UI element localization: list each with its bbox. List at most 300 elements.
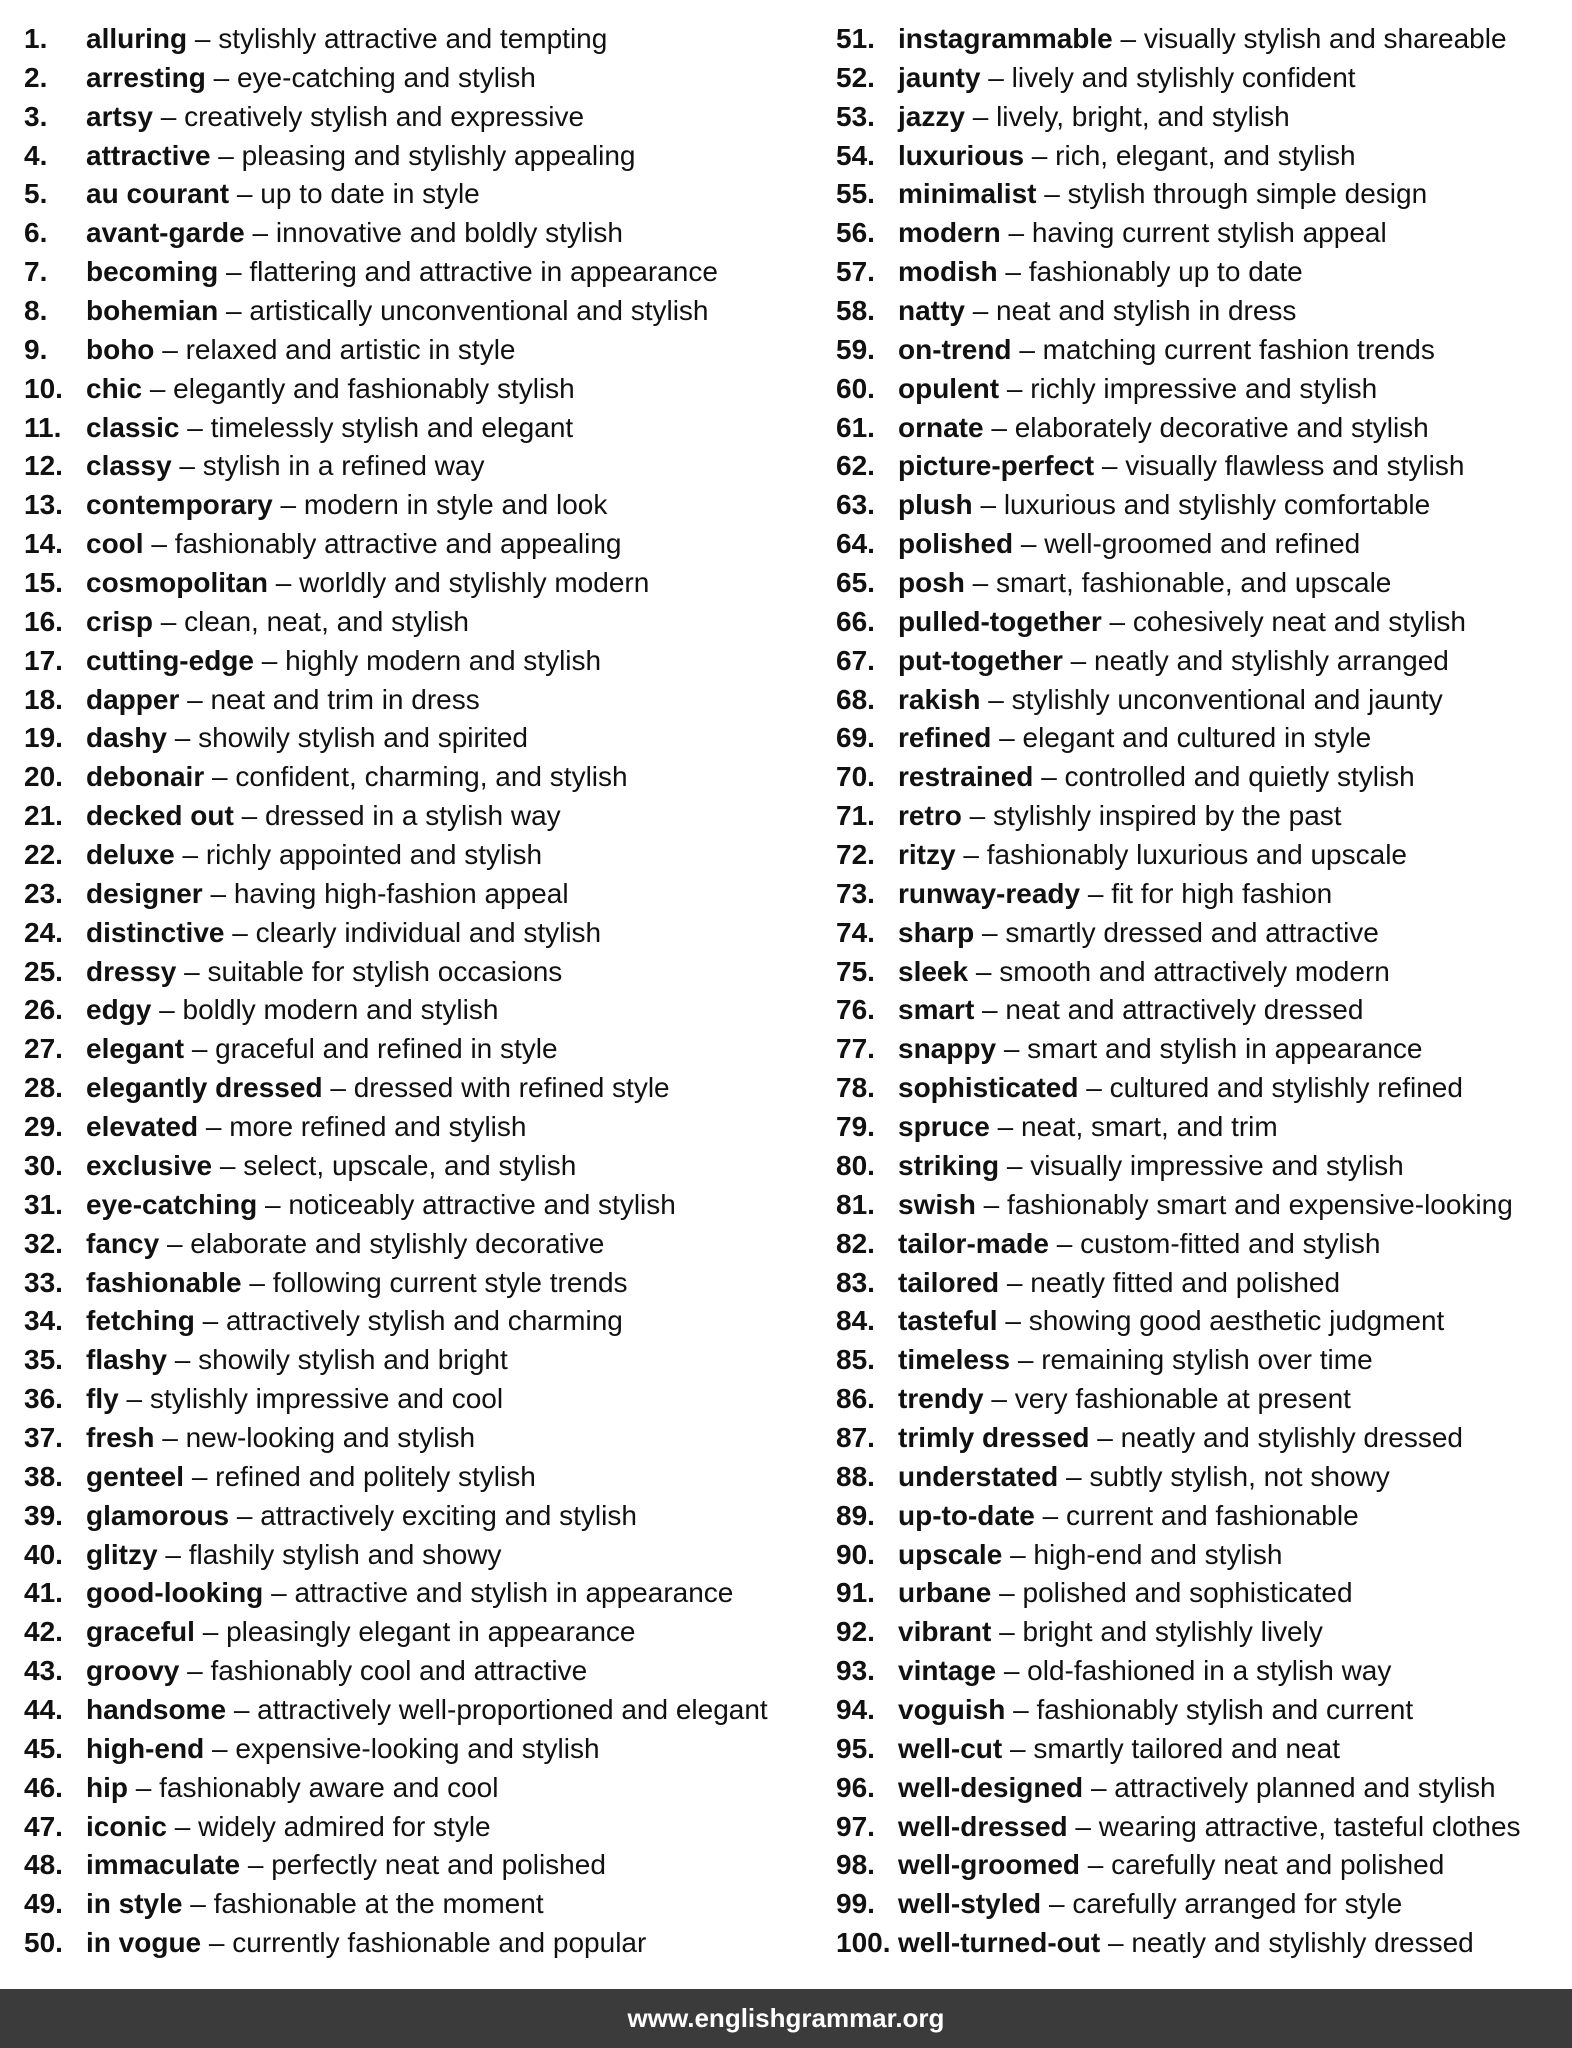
list-item	[24, 1769, 824, 1808]
item-word: jazzy	[898, 100, 965, 132]
item-word: fashionable	[86, 1266, 242, 1298]
list-item	[24, 137, 824, 176]
item-definition: artistically unconventional and stylish	[249, 295, 709, 327]
item-definition: polished and sophisticated	[1022, 1577, 1353, 1609]
item-definition: attractively planned and stylish	[1114, 1771, 1496, 1803]
item-word: pulled-together	[898, 605, 1102, 637]
list-item	[836, 1264, 1566, 1303]
item-number: 46.	[24, 1771, 63, 1803]
item-separator: –	[236, 1499, 253, 1531]
item-separator: –	[210, 877, 227, 909]
item-number: 13.	[24, 489, 63, 521]
item-separator: –	[194, 23, 211, 54]
list-item	[836, 20, 1566, 59]
item-word: genteel	[86, 1460, 185, 1492]
item-number: 50.	[24, 1927, 63, 1959]
list-item	[836, 875, 1566, 914]
item-definition: lively and stylishly confident	[1011, 61, 1356, 93]
list-item	[836, 1808, 1566, 1847]
item-definition: attractively well-proportioned and elegant	[257, 1693, 768, 1725]
item-separator: –	[1087, 1849, 1104, 1881]
footer-bar	[0, 1989, 1572, 2048]
list-item	[836, 175, 1566, 214]
item-definition: boldly modern and stylish	[182, 994, 499, 1026]
item-number: 15.	[24, 567, 63, 599]
item-word: edgy	[86, 994, 152, 1026]
item-separator: –	[1006, 1266, 1023, 1298]
item-word: smart	[898, 994, 975, 1026]
item-word: dapper	[86, 683, 180, 715]
item-definition: cultured and stylishly refined	[1109, 1072, 1463, 1104]
item-number: 71.	[836, 800, 875, 832]
item-number: 35.	[24, 1344, 63, 1376]
list-item	[24, 1225, 824, 1264]
item-word: urbane	[898, 1577, 992, 1609]
list-item	[24, 486, 824, 525]
item-word: well-cut	[898, 1732, 1003, 1764]
footer-url[interactable]: www.englishgrammar.org	[627, 2003, 945, 2033]
list-item	[836, 1769, 1566, 1808]
item-number: 52.	[836, 61, 875, 93]
list-item	[836, 1924, 1566, 1963]
item-separator: –	[174, 1810, 191, 1842]
item-separator: –	[179, 450, 195, 482]
item-separator: –	[1005, 1305, 1021, 1337]
list-item	[836, 642, 1566, 681]
item-definition: visually stylish and shareable	[1143, 23, 1507, 54]
item-word: rakish	[898, 683, 981, 715]
list-item	[836, 331, 1566, 370]
item-separator: –	[151, 528, 167, 560]
item-word: vibrant	[898, 1616, 992, 1648]
item-number: 32.	[24, 1227, 63, 1259]
item-definition: neatly and stylishly dressed	[1131, 1927, 1474, 1959]
item-separator: –	[983, 1188, 1000, 1220]
item-word: classy	[86, 450, 172, 482]
item-word: understated	[898, 1460, 1059, 1492]
item-word: eye-catching	[86, 1188, 258, 1220]
item-separator: –	[213, 61, 230, 93]
item-separator: –	[202, 1616, 219, 1648]
item-number: 72.	[836, 839, 875, 871]
item-definition: lively, bright, and stylish	[996, 100, 1290, 132]
item-separator: –	[218, 139, 234, 171]
list-item	[836, 953, 1566, 992]
item-word: retro	[898, 800, 962, 832]
item-definition: neatly fitted and polished	[1030, 1266, 1341, 1298]
list-item	[836, 214, 1566, 253]
list-item	[836, 1691, 1566, 1730]
list-item	[24, 1341, 824, 1380]
item-definition: remaining stylish over time	[1041, 1344, 1373, 1376]
list-item	[24, 991, 824, 1030]
item-definition: highly modern and stylish	[285, 644, 602, 676]
item-word: debonair	[86, 761, 205, 793]
item-word: handsome	[86, 1693, 227, 1725]
item-definition: attractively stylish and charming	[226, 1305, 623, 1337]
item-word: spruce	[898, 1111, 990, 1143]
item-definition: smartly dressed and attractive	[1005, 916, 1379, 948]
item-definition: elaborate and stylishly decorative	[190, 1227, 605, 1259]
item-number: 82.	[836, 1227, 875, 1259]
item-separator: –	[988, 61, 1004, 93]
item-separator: –	[1048, 1888, 1065, 1920]
item-separator: –	[212, 761, 228, 793]
item-word: becoming	[86, 256, 219, 288]
item-separator: –	[191, 1460, 208, 1492]
item-separator: –	[184, 955, 200, 987]
list-item	[836, 1458, 1566, 1497]
list-item	[24, 292, 824, 331]
item-word: attractive	[86, 139, 211, 171]
item-number: 60.	[836, 372, 875, 404]
item-separator: –	[982, 994, 998, 1026]
item-separator: –	[174, 1344, 191, 1376]
item-separator: –	[160, 605, 177, 637]
item-definition: relaxed and artistic in style	[185, 333, 516, 365]
item-number: 30.	[24, 1149, 63, 1181]
list-item	[24, 1069, 824, 1108]
item-number: 14.	[24, 528, 63, 560]
item-separator: –	[1031, 139, 1048, 171]
item-number: 92.	[836, 1616, 875, 1648]
item-word: cool	[86, 528, 144, 560]
item-word: well-styled	[898, 1888, 1042, 1920]
item-definition: pleasing and stylishly appealing	[241, 139, 636, 171]
item-number: 75.	[836, 955, 875, 987]
list-item	[24, 331, 824, 370]
item-word: on-trend	[898, 333, 1012, 365]
item-separator: –	[205, 1111, 222, 1143]
item-word: timeless	[898, 1344, 1011, 1376]
item-definition: dressed with refined style	[353, 1072, 670, 1104]
item-definition: smart, fashionable, and upscale	[996, 567, 1392, 599]
list-item	[24, 1030, 824, 1069]
item-number: 17.	[24, 644, 63, 676]
item-number: 56.	[836, 217, 875, 249]
list-item	[836, 370, 1566, 409]
item-separator: –	[1010, 1732, 1026, 1764]
list-item	[836, 59, 1566, 98]
item-word: fly	[86, 1383, 119, 1415]
list-item	[24, 1147, 824, 1186]
item-separator: –	[1003, 1655, 1020, 1687]
item-number: 38.	[24, 1460, 63, 1492]
item-word: elegantly dressed	[86, 1072, 323, 1104]
item-separator: –	[1019, 333, 1035, 365]
list-item	[24, 59, 824, 98]
list-item	[24, 1885, 824, 1924]
item-word: ritzy	[898, 839, 956, 871]
item-definition: fashionably smart and expensive-looking	[1006, 1188, 1513, 1220]
item-definition: controlled and quietly stylish	[1064, 761, 1415, 793]
list-item	[24, 253, 824, 292]
word-list-left-column	[24, 20, 824, 1963]
item-separator: –	[999, 1616, 1015, 1648]
item-word: fancy	[86, 1227, 160, 1259]
item-definition: stylishly inspired by the past	[992, 800, 1342, 832]
list-item	[836, 1846, 1566, 1885]
list-item	[24, 20, 824, 59]
item-number: 77.	[836, 1033, 875, 1065]
item-definition: dressed in a stylish way	[264, 800, 561, 832]
item-definition: well-groomed and refined	[1044, 528, 1361, 560]
item-number: 61.	[836, 411, 875, 443]
item-number: 84.	[836, 1305, 875, 1337]
item-word: picture-perfect	[898, 450, 1095, 482]
item-definition: bright and stylishly lively	[1022, 1616, 1323, 1648]
item-number: 89.	[836, 1499, 875, 1531]
item-definition: creatively stylish and expressive	[184, 100, 585, 132]
item-separator: –	[174, 722, 191, 754]
item-number: 12.	[24, 450, 63, 482]
item-word: fresh	[86, 1421, 155, 1453]
list-item	[836, 681, 1566, 720]
item-word: distinctive	[86, 916, 225, 948]
item-separator: –	[1109, 605, 1126, 637]
item-number: 63.	[836, 489, 875, 521]
item-word: flashy	[86, 1344, 167, 1376]
item-number: 5.	[24, 178, 48, 210]
item-word: avant-garde	[86, 217, 245, 249]
item-separator: –	[280, 489, 297, 521]
item-definition: refined and politely stylish	[215, 1460, 536, 1492]
item-number: 80.	[836, 1149, 875, 1181]
item-definition: smartly tailored and neat	[1033, 1732, 1340, 1764]
item-word: alluring	[86, 23, 188, 54]
item-definition: worldly and stylishly modern	[299, 567, 650, 599]
item-word: well-designed	[898, 1771, 1084, 1803]
item-separator: –	[972, 295, 989, 327]
item-word: cutting-edge	[86, 644, 254, 676]
item-definition: cohesively neat and stylish	[1132, 605, 1466, 637]
item-definition: fashionably cool and attractive	[210, 1655, 588, 1687]
list-item	[24, 1652, 824, 1691]
item-number: 47.	[24, 1810, 63, 1842]
list-item	[24, 1419, 824, 1458]
item-definition: eye-catching and stylish	[236, 61, 536, 93]
item-separator: –	[1056, 1227, 1073, 1259]
item-number: 10.	[24, 372, 63, 404]
item-definition: noticeably attractive and stylish	[288, 1188, 676, 1220]
item-word: crisp	[86, 605, 153, 637]
item-separator: –	[1120, 23, 1137, 54]
item-number: 9.	[24, 333, 48, 365]
list-item	[836, 1108, 1566, 1147]
list-item	[24, 914, 824, 953]
item-separator: –	[1042, 1499, 1059, 1531]
list-item	[836, 1380, 1566, 1419]
item-separator: –	[211, 1732, 228, 1764]
item-word: put-together	[898, 644, 1063, 676]
list-item	[24, 370, 824, 409]
item-number: 74.	[836, 916, 875, 948]
item-number: 58.	[836, 295, 875, 327]
item-definition: wearing attractive, tasteful clothes	[1098, 1810, 1521, 1842]
item-separator: –	[162, 333, 178, 365]
item-separator: –	[191, 1033, 208, 1065]
item-definition: carefully arranged for style	[1072, 1888, 1403, 1920]
item-word: decked out	[86, 800, 234, 832]
item-separator: –	[247, 1849, 264, 1881]
item-definition: visually flawless and stylish	[1125, 450, 1465, 482]
item-word: swish	[898, 1188, 976, 1220]
item-separator: –	[1013, 1693, 1029, 1725]
item-number: 34.	[24, 1305, 63, 1337]
list-item	[836, 1419, 1566, 1458]
item-definition: currently fashionable and popular	[232, 1927, 647, 1959]
item-definition: graceful and refined in style	[215, 1033, 558, 1065]
item-word: boho	[86, 333, 155, 365]
item-number: 87.	[836, 1421, 875, 1453]
item-word: chic	[86, 372, 143, 404]
list-item	[24, 758, 824, 797]
item-definition: fashionably up to date	[1028, 256, 1303, 288]
item-number: 48.	[24, 1849, 63, 1881]
item-number: 45.	[24, 1732, 63, 1764]
list-item	[24, 1497, 824, 1536]
item-number: 23.	[24, 877, 63, 909]
item-word: dressy	[86, 955, 177, 987]
item-separator: –	[160, 100, 177, 132]
item-number: 54.	[836, 139, 875, 171]
item-definition: stylish in a refined way	[202, 450, 485, 482]
item-definition: richly appointed and stylish	[205, 839, 543, 871]
item-separator: –	[999, 1577, 1015, 1609]
item-number: 93.	[836, 1655, 875, 1687]
list-item	[24, 797, 824, 836]
item-definition: suitable for stylish occasions	[207, 955, 563, 987]
item-definition: showily stylish and bright	[198, 1344, 508, 1376]
item-definition: smooth and attractively modern	[999, 955, 1390, 987]
list-item	[24, 1536, 824, 1575]
list-item	[836, 1652, 1566, 1691]
item-word: polished	[898, 528, 1014, 560]
item-separator: –	[275, 567, 292, 599]
item-separator: –	[975, 955, 992, 987]
item-word: vintage	[898, 1655, 997, 1687]
list-item	[24, 1186, 824, 1225]
list-item	[24, 1691, 824, 1730]
item-definition: stylishly impressive and cool	[149, 1383, 504, 1415]
item-number: 62.	[836, 450, 875, 482]
item-word: modish	[898, 256, 998, 288]
item-number: 57.	[836, 256, 875, 288]
item-definition: stylish through simple design	[1067, 178, 1428, 210]
item-definition: clean, neat, and stylish	[184, 605, 469, 637]
item-definition: neat and trim in dress	[210, 683, 480, 715]
item-word: well-dressed	[898, 1810, 1068, 1842]
item-number: 70.	[836, 761, 875, 793]
item-separator: –	[997, 1111, 1014, 1143]
item-number: 76.	[836, 994, 875, 1026]
item-definition: expensive-looking and stylish	[235, 1732, 600, 1764]
item-word: au courant	[86, 178, 230, 210]
item-number: 41.	[24, 1577, 63, 1609]
item-word: designer	[86, 877, 203, 909]
item-word: restrained	[898, 761, 1034, 793]
item-separator: –	[187, 1655, 203, 1687]
item-definition: fashionably aware and cool	[159, 1771, 499, 1803]
item-number: 43.	[24, 1655, 63, 1687]
item-definition: showily stylish and spirited	[198, 722, 528, 754]
item-word: arresting	[86, 61, 206, 93]
item-number: 53.	[836, 100, 875, 132]
item-number: 16.	[24, 605, 63, 637]
list-item	[24, 836, 824, 875]
item-number: 98.	[836, 1849, 875, 1881]
list-item	[836, 1497, 1566, 1536]
item-separator: –	[252, 217, 269, 249]
list-item	[836, 98, 1566, 137]
item-number: 8.	[24, 295, 48, 327]
item-definition: attractively exciting and stylish	[260, 1499, 637, 1531]
item-definition: new-looking and stylish	[185, 1421, 476, 1453]
list-item	[24, 1613, 824, 1652]
item-separator: –	[233, 1693, 250, 1725]
item-number: 73.	[836, 877, 875, 909]
item-number: 44.	[24, 1693, 63, 1725]
list-item	[24, 1846, 824, 1885]
item-number: 22.	[24, 839, 63, 871]
item-number: 66.	[836, 605, 875, 637]
list-item	[836, 486, 1566, 525]
item-word: posh	[898, 567, 965, 599]
item-word: tailored	[898, 1266, 1000, 1298]
item-definition: luxurious and stylishly comfortable	[1003, 489, 1431, 521]
item-word: cosmopolitan	[86, 567, 269, 599]
item-word: snappy	[898, 1033, 997, 1065]
item-definition: carefully neat and polished	[1111, 1849, 1445, 1881]
list-item	[24, 1264, 824, 1303]
item-separator: –	[1006, 1149, 1023, 1181]
list-item	[836, 1147, 1566, 1186]
item-separator: –	[159, 994, 175, 1026]
item-separator: –	[182, 839, 199, 871]
item-definition: stylishly attractive and tempting	[218, 23, 608, 54]
item-separator: –	[208, 1927, 225, 1959]
item-separator: –	[135, 1771, 152, 1803]
item-definition: having high-fashion appeal	[233, 877, 569, 909]
item-separator: –	[1010, 1538, 1026, 1570]
item-number: 36.	[24, 1383, 63, 1415]
item-definition: up to date in style	[260, 178, 480, 210]
item-definition: neat, smart, and trim	[1020, 1111, 1278, 1143]
item-definition: old-fashioned in a stylish way	[1027, 1655, 1392, 1687]
item-word: groovy	[86, 1655, 180, 1687]
item-definition: fashionable at the moment	[213, 1888, 544, 1920]
item-word: bohemian	[86, 295, 219, 327]
item-definition: showing good aesthetic judgment	[1028, 1305, 1445, 1337]
list-item	[24, 603, 824, 642]
item-separator: –	[1101, 450, 1118, 482]
item-definition: neat and stylish in dress	[996, 295, 1297, 327]
item-word: fetching	[86, 1305, 195, 1337]
list-item	[24, 681, 824, 720]
item-definition: perfectly neat and polished	[271, 1849, 606, 1881]
item-word: in vogue	[86, 1927, 202, 1959]
item-word: well-turned-out	[898, 1927, 1101, 1959]
list-item	[836, 1730, 1566, 1769]
list-item	[836, 1186, 1566, 1225]
item-separator: –	[1090, 1771, 1107, 1803]
item-word: sharp	[898, 916, 975, 948]
item-number: 96.	[836, 1771, 875, 1803]
item-number: 90.	[836, 1538, 875, 1570]
item-definition: pleasingly elegant in appearance	[226, 1616, 636, 1648]
item-number: 85.	[836, 1344, 875, 1376]
list-item	[836, 564, 1566, 603]
